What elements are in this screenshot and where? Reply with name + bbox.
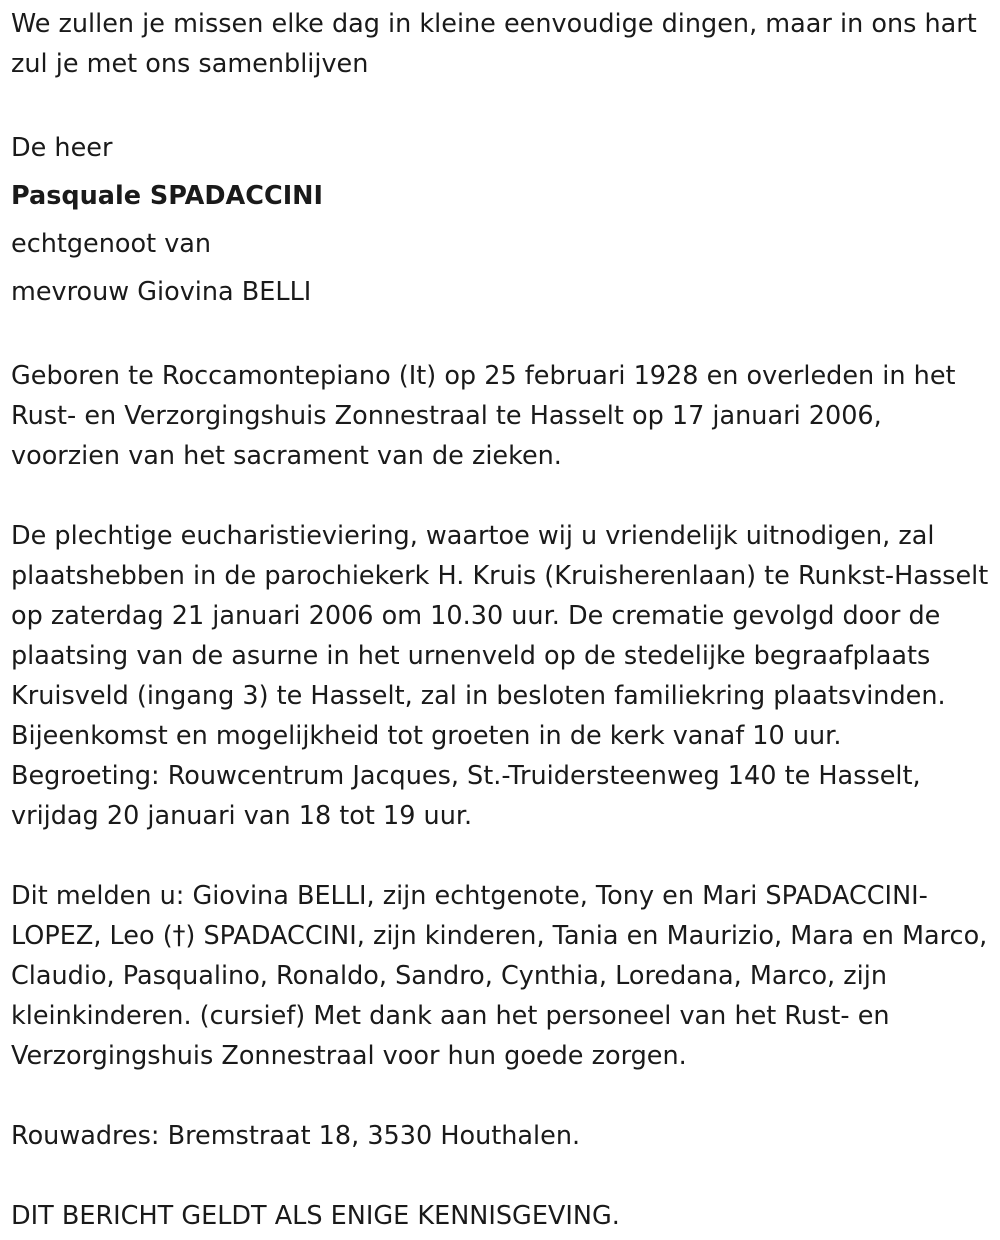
spouse-name: mevrouw Giovina BELLI <box>11 277 312 307</box>
spacer <box>11 316 996 356</box>
family-text-part1: Dit melden u: Giovina BELLI, zijn echtgenote, Tony en Mari SPADACCINI-LOPEZ, Leo ( <box>11 881 928 951</box>
deceased-name: Pasquale SPADACCINI <box>11 181 324 211</box>
dagger-icon: † <box>172 921 186 951</box>
spacer <box>11 476 996 516</box>
spacer <box>11 836 996 876</box>
family-text-part2: ) SPADACCINI, zijn kinderen, Tania en Maurizio, Mara en Marco, Claudio, Pasqualino, Ronaldo, Sandro, Cynthia, Loredana, Marco, zijn kleinkinderen. (cursief) Met dank aan het personeel van het Rust- en Verzorgingshuis Zonnestraal voor hun goede zorgen. <box>11 921 988 1071</box>
spacer <box>11 1076 996 1116</box>
ceremony-paragraph: De plechtige eucharistieviering, waartoe wij u vriendelijk uitnodigen, zal plaatshebben in de parochiekerk H. Kruis (Kruisherenlaan) te Runkst-Hasselt op zaterdag 21 januari 2006 om 10.30 uur. De crematie gevolgd door de plaatsing van de asurne in het urnenveld op de stedelijke begraafplaats Kruisveld (ingang 3) te Hasselt, zal in besloten familiekring plaatsvinden. Bijeenkomst en mogelijkheid tot groeten in de kerk vanaf 10 uur. Begroeting: Rouwcentrum Jacques, St.-Truidersteenweg 140 te Hasselt, vrijdag 20 januari van 18 tot 19 uur. <box>11 521 989 831</box>
spouse-relation: echtgenoot van <box>11 229 212 259</box>
spacer <box>11 1156 996 1196</box>
mourning-address: Rouwadres: Bremstraat 18, 3530 Houthalen. <box>11 1121 581 1151</box>
birth-death-paragraph: Geboren te Roccamontepiano (It) op 25 februari 1928 en overleden in het Rust- en Verzorgingshuis Zonnestraal te Hasselt op 17 januari 2006, voorzien van het sacrament van de zieken. <box>11 361 956 471</box>
family-paragraph <box>11 876 996 1076</box>
spacer <box>11 84 996 124</box>
obituary-document <box>11 4 996 1236</box>
title-prefix: De heer <box>11 133 113 163</box>
opening-quote: We zullen je missen elke dag in kleine eenvoudige dingen, maar in ons hart zul je met ons samenblijven <box>11 9 977 79</box>
notice-line: DIT BERICHT GELDT ALS ENIGE KENNISGEVING. <box>11 1201 620 1231</box>
